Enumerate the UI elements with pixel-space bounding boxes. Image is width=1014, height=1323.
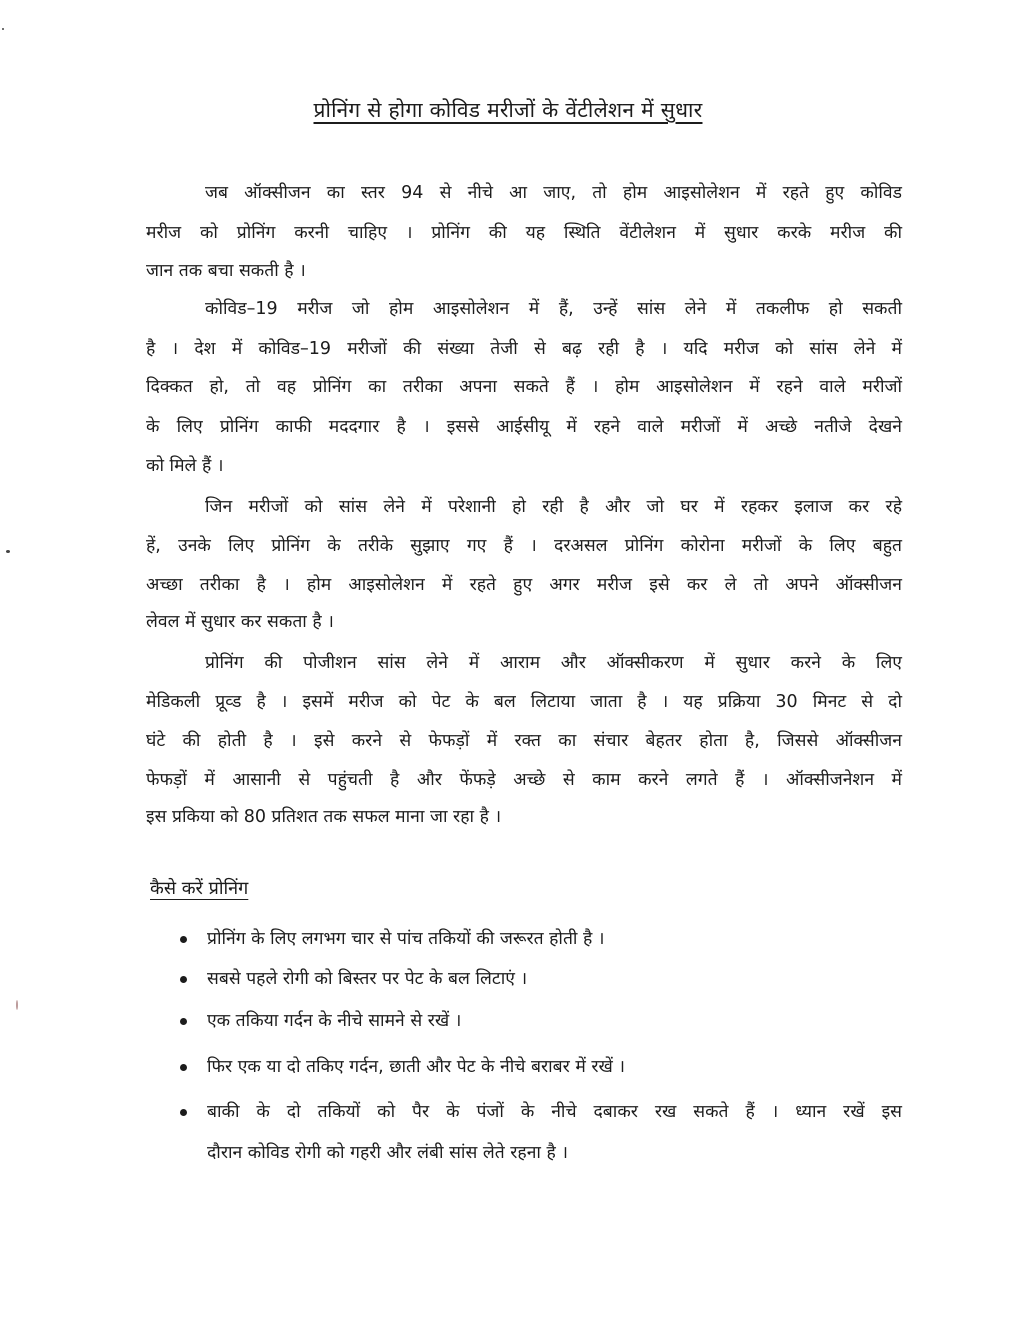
paragraph-line: लेवल में सुधार कर सकता है । — [146, 612, 334, 632]
scan-speck — [6, 550, 10, 553]
paragraph-line: हें, उनके लिए प्रोनिंग के तरीके सुझाए गए हैं । दरअसल प्रोनिंग कोरोना मरीजों के लिए बहुत — [146, 536, 902, 556]
list-item-text: फिर एक या दो तकिए गर्दन, छाती और पेट के नीचे बराबर में रखें । — [207, 1057, 626, 1077]
document-title: प्रोनिंग से होगा कोविड मरीजों के वेंटीलेशन में सुधार — [313, 98, 703, 122]
list-item-text: एक तकिया गर्दन के नीचे सामने से रखें । — [207, 1011, 462, 1031]
paragraph-line: को मिले हैं । — [146, 456, 224, 476]
paragraph-line: जब ऑक्सीजन का स्तर 94 से नीचे आ जाए, तो होम आइसोलेशन में रहते हुए कोविड — [205, 183, 902, 203]
list-item-text: दौरान कोविड रोगी को गहरी और लंबी सांस लेते रहना है । — [207, 1143, 568, 1163]
list-item-text: प्रोनिंग के लिए लगभग चार से पांच तकियों की जरूरत होती है । — [207, 929, 605, 949]
paragraph-line: मेडिकली प्रूव्ड है । इसमें मरीज को पेट के बल लिटाया जाता है । यह प्रक्रिया 30 मिनट से दो — [146, 692, 902, 712]
section-subheading: कैसे करें प्रोनिंग — [150, 878, 249, 899]
paragraph-line: मरीज को प्रोनिंग करनी चाहिए । प्रोनिंग की यह स्थिति वेंटीलेशन में सुधार करके मरीज की — [146, 223, 902, 243]
list-item-text: बाकी के दो तकियों को पैर के पंजों के नीचे दबाकर रख सकते हैं । ध्यान रखें इस — [207, 1102, 902, 1122]
paragraph-line: के लिए प्रोनिंग काफी मददगार है । इससे आईसीयू में रहने वाले मरीजों में अच्छे नतीजे देखने — [146, 417, 902, 437]
paragraph-line: प्रोनिंग की पोजीशन सांस लेने में आराम और ऑक्सीकरण में सुधार करने के लिए — [205, 653, 902, 673]
paragraph-line: अच्छा तरीका है । होम आइसोलेशन में रहते हुए अगर मरीज इसे कर ले तो अपने ऑक्सीजन — [146, 575, 902, 595]
paragraph-line: जान तक बचा सकती है । — [146, 261, 306, 281]
bullet-icon — [180, 936, 187, 943]
scan-speck — [2, 28, 4, 30]
list-item-text: सबसे पहले रोगी को बिस्तर पर पेट के बल लिटाएं । — [207, 969, 528, 989]
paragraph-line: जिन मरीजों को सांस लेने में परेशानी हो रही है और जो घर में रहकर इलाज कर रहे — [205, 497, 902, 517]
bullet-icon — [180, 1109, 187, 1116]
bullet-icon — [180, 1064, 187, 1071]
paragraph-line: फेफड़ों में आसानी से पहुंचती है और फेंफड़े अच्छे से काम करने लगते हैं । ऑक्सीजनेशन में — [146, 770, 902, 790]
paragraph-line: दिक्कत हो, तो वह प्रोनिंग का तरीका अपना सकते हैं । होम आइसोलेशन में रहने वाले मरीजों — [146, 377, 902, 397]
paragraph-line: इस प्रकिया को 80 प्रतिशत तक सफल माना जा रहा है । — [146, 807, 502, 827]
bullet-icon — [180, 1018, 187, 1025]
paragraph-line: कोविड–19 मरीज जो होम आइसोलेशन में हैं, उन्हें सांस लेने में तकलीफ हो सकती — [205, 299, 902, 319]
scan-speck — [16, 1000, 18, 1010]
bullet-icon — [180, 976, 187, 983]
paragraph-line: है । देश में कोविड–19 मरीजों की संख्या तेजी से बढ़ रही है । यदि मरीज को सांस लेने में — [146, 339, 902, 359]
paragraph-line: घंटे की होती है । इसे करने से फेफड़ों में रक्त का संचार बेहतर होता है, जिससे ऑक्सीजन — [146, 731, 902, 751]
